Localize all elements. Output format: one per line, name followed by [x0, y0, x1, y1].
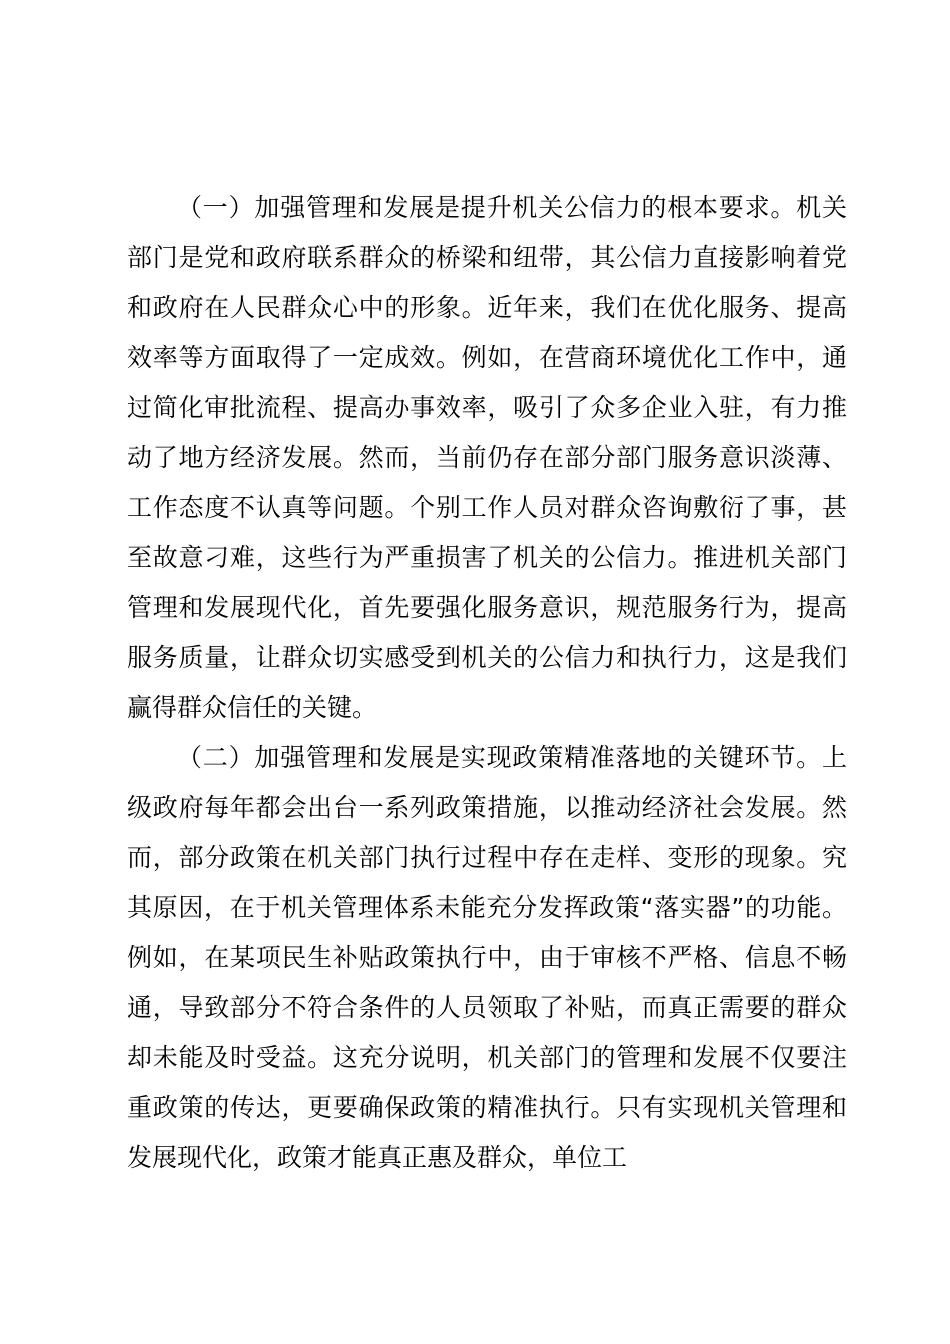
paragraph-2: （二）加强管理和发展是实现政策精准落地的关键环节。上级政府每年都会出台一系列政策措施，以推动经济社会发展。然而，部分政策在机关部门执行过程中存在走样、变形的现象。究其原因，在于机关管理体系未能充分发挥政策“落实器”的功能。例如，在某项民生补贴政策执行中，由于审核不严格、信息不畅通，导致部分不符合条件的人员领取了补贴，而真正需要的群众却未能及时受益。这充分说明，机关部门的管理和发展不仅要注重政策的传达，更要确保政策的精准执行。只有实现机关管理和发展现代化，政策才能真正惠及群众，单位工	[127, 743, 847, 1172]
document-body	[127, 183, 847, 1183]
paragraph-1: （一）加强管理和发展是提升机关公信力的根本要求。机关部门是党和政府联系群众的桥梁和纽带，其公信力直接影响着党和政府在人民群众心中的形象。近年来，我们在优化服务、提高效率等方面取得了一定成效。例如，在营商环境优化工作中，通过简化审批流程、提高办事效率，吸引了众多企业入驻，有力推动了地方经济发展。然而，当前仍存在部分部门服务意识淡薄、工作态度不认真等问题。个别工作人员对群众咨询敷衍了事，甚至故意刁难，这些行为严重损害了机关的公信力。推进机关部门管理和发展现代化，首先要强化服务意识，规范服务行为，提高服务质量，让群众切实感受到机关的公信力和执行力，这是我们赢得群众信任的关键。	[127, 193, 847, 722]
